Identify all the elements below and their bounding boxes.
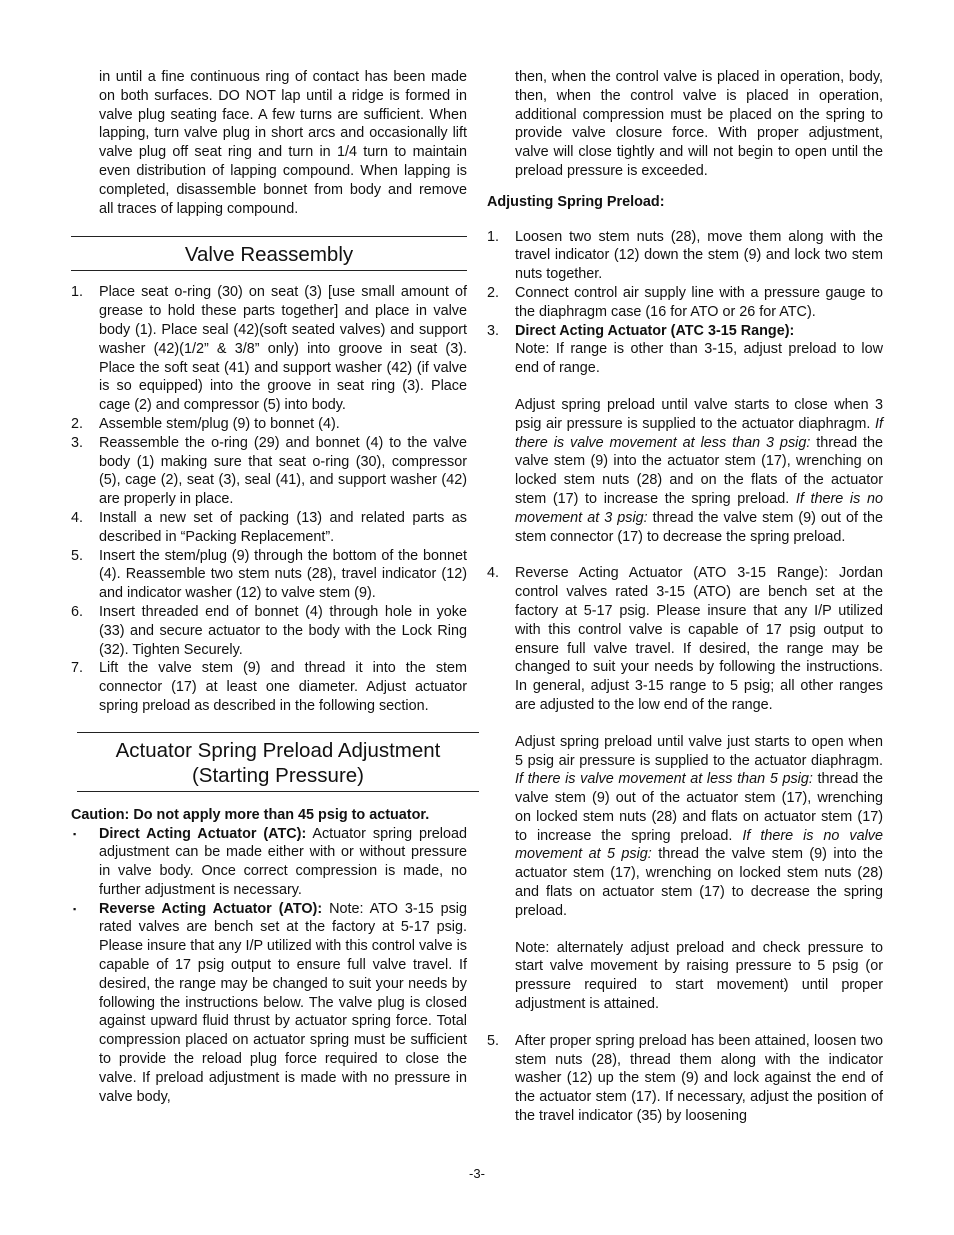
bullet-ato [71, 900, 467, 1107]
item-number: 1. [71, 284, 84, 301]
item-number: 5. [71, 547, 84, 564]
step-number: 3. [487, 322, 500, 339]
step-text: After proper spring preload has been attained, loosen two stem nuts (28), thread them along with the indicator washer (12) up the stem (9) and lock against the end of the actuator stem (17). If necessary, adjust the position of the travel indicator (35) by loosening [515, 1032, 883, 1125]
step-number: 1. [487, 228, 500, 245]
atc-text: Actuator spring preload adjustment can be made either with or without pressure in valve body. Once correct compression is made, no further adjustment is necessary. [99, 825, 467, 898]
page-number: -3- [469, 1166, 485, 1181]
step-3-paragraph: Adjust spring preload until valve starts to close when 3 psig air pressure is supplied to the actuator diaphragm. If there is valve movement at less than 3 psig: thread the valve stem (9) into the actuator stem (17), wrenching on locked stem nuts (28) and on the flats of the actuator stem (17) to increase the spring preload. If there is no movement at 3 psig: thread the valve stem (9) out of the stem connector (17) to decrease the spring preload. [515, 396, 883, 545]
preload-continuation: then, when the control valve is placed in operation, body, then, when the control valve is placed in operation, additional compression must be placed on the spring to provide valve closure force. With proper adjustment, valve will close tightly and will not begin to open until the preload pressure is exceeded. [515, 69, 883, 179]
ato-label: Reverse Acting Actuator (ATO): [99, 900, 323, 917]
item-number: 6. [71, 603, 84, 620]
list-item [71, 659, 467, 715]
list-item [71, 509, 467, 547]
list-item [71, 603, 467, 659]
item-text: Reassemble the o-ring (29) and bonnet (4) to the valve body (1) making sure that seat o-ring (30), compressor (5), cage (2), seat (3), seal (41), and support washer (42) are properly in place. [99, 434, 467, 508]
ato-text: Note: ATO 3-15 psig rated valves are bench set at the factory at 5-17 psig. Please insure that any I/P utilized with this control valve is capable of 17 psig output to ensure full valve travel. If desired, the range may be changed to suit your needs by following the instructions below. The valve plug is closed against upward fluid thrust by actuator spring force. Total compression placed on actuator spring must be sufficient to provide the reload plug force required to close the valve. If preload adjustment is made with no pressure in valve body, [99, 900, 467, 1105]
item-number: 2. [71, 415, 84, 432]
step-text: Loosen two stem nuts (28), move them along with the travel indicator (12) down the stem (9) and lock two stem nuts together. [515, 228, 883, 283]
step-4-text: Reverse Acting Actuator (ATO 3-15 Range): Jordan control valves rated 3-15 (ATO) are bench set at the factory at 5-17 psig. Please insure that any I/P utilized with this control valve is capable of 17 psig output to ensure full valve travel. If desired, the range may be changed to suit your needs by following the instructions. In general, adjust 3-15 range to 5 psig; all other ranges are adjusted to the low end of the range. [515, 565, 883, 713]
bullet-atc [71, 825, 467, 900]
step-2 [487, 284, 883, 322]
step-4-paragraph: Adjust spring preload until valve just starts to open when 5 psig air pressure is supplied to the actuator diaphragm. If there is valve movement at less than 5 psig: thread the valve stem (9) out of the actuator stem (17), wrenching on locked stem nuts (28) and flats on actuator stem (17) to increase the spring preload. If there is no valve movement at 5 psig: thread the valve stem (9) into the actuator stem (17), wrenching on locked stem nuts (28) and flats on actuator stem (17) to decrease the spring preload. [515, 733, 883, 919]
right-column [487, 68, 883, 1126]
list-item [71, 415, 467, 434]
bullet-marker: ▪ [73, 903, 77, 914]
step-text: Connect control air supply line with a pressure gauge to the diaphragm case (16 for ATO or 26 for ATC). [515, 284, 883, 320]
lapping-continuation: in until a fine continuous ring of contact has been made on both surfaces. DO NOT lap until a ridge is formed in valve plug seating face. A few turns are sufficient. When lapping, turn valve plug in short arcs and occasionally lift valve plug off seat ring and turn in 1/4 turn to maintain even distribution of lapping compound. When lapping is completed, disassemble bonnet from body and remove all traces of lapping compound. [99, 69, 467, 217]
bullet-marker: ▪ [73, 828, 77, 839]
list-item [71, 434, 467, 509]
reassembly-list [71, 283, 467, 715]
caution-text: Caution: Do not apply more than 45 psig to actuator. [71, 806, 430, 823]
left-column [71, 68, 467, 1106]
step-5 [487, 1032, 883, 1126]
adjusting-preload-heading: Adjusting Spring Preload: [487, 193, 665, 210]
heading-line-1: Actuator Spring Preload Adjustment [115, 738, 441, 762]
item-number: 7. [71, 660, 84, 677]
item-text: Insert threaded end of bonnet (4) through hole in yoke (33) and secure actuator to the body with the Lock Ring (32). Tighten Securely. [99, 603, 467, 658]
list-item [71, 283, 467, 415]
step-3 [487, 322, 883, 565]
valve-reassembly-heading: Valve Reassembly [71, 236, 467, 271]
item-text: Insert the stem/plug (9) through the bottom of the bonnet (4). Reassemble two stem nuts (28), travel indicator (12) and indicator washer (12) to valve stem (9). [99, 547, 467, 602]
step-number: 4. [487, 565, 500, 582]
step-3-heading: Direct Acting Actuator (ATC 3-15 Range): [515, 322, 795, 339]
item-text: Lift the valve stem (9) and thread it into the stem connector (17) at least one diameter. Adjust actuator spring preload as described in the following section. [99, 660, 467, 714]
heading-line-2: (Starting Pressure) [191, 763, 365, 787]
item-text: Place seat o-ring (30) on seat (3) [use small amount of grease to hold these parts together] and place in valve body (1). Place seal (42)(soft seated valves) and support washer (42)(1/2” & 3/8” only) into groove in seat (3). Place the soft seat (41) and support washer (42) (if valve is so equipped) into the groove in seat ring (3). Place cage (2) and compressor (5) into body. [99, 284, 467, 414]
item-number: 3. [71, 434, 84, 451]
list-item [71, 547, 467, 603]
step-number: 2. [487, 284, 500, 301]
item-text: Install a new set of packing (13) and related parts as described in “Packing Replacement”. [99, 509, 467, 545]
atc-label: Direct Acting Actuator (ATC): [99, 825, 307, 842]
item-number: 4. [71, 509, 84, 526]
step-4 [487, 564, 883, 1032]
item-text: Assemble stem/plug (9) to bonnet (4). [99, 415, 340, 432]
spring-preload-heading [77, 732, 479, 792]
step-3-note: Note: If range is other than 3-15, adjust preload to low end of range. [515, 341, 883, 377]
step-number: 5. [487, 1032, 500, 1049]
step-4-note: Note: alternately adjust preload and check pressure to start valve movement by raising pressure to 5 psig (or pressure required to start movement) until proper adjustment is attained. [515, 939, 883, 1013]
step-1 [487, 228, 883, 284]
